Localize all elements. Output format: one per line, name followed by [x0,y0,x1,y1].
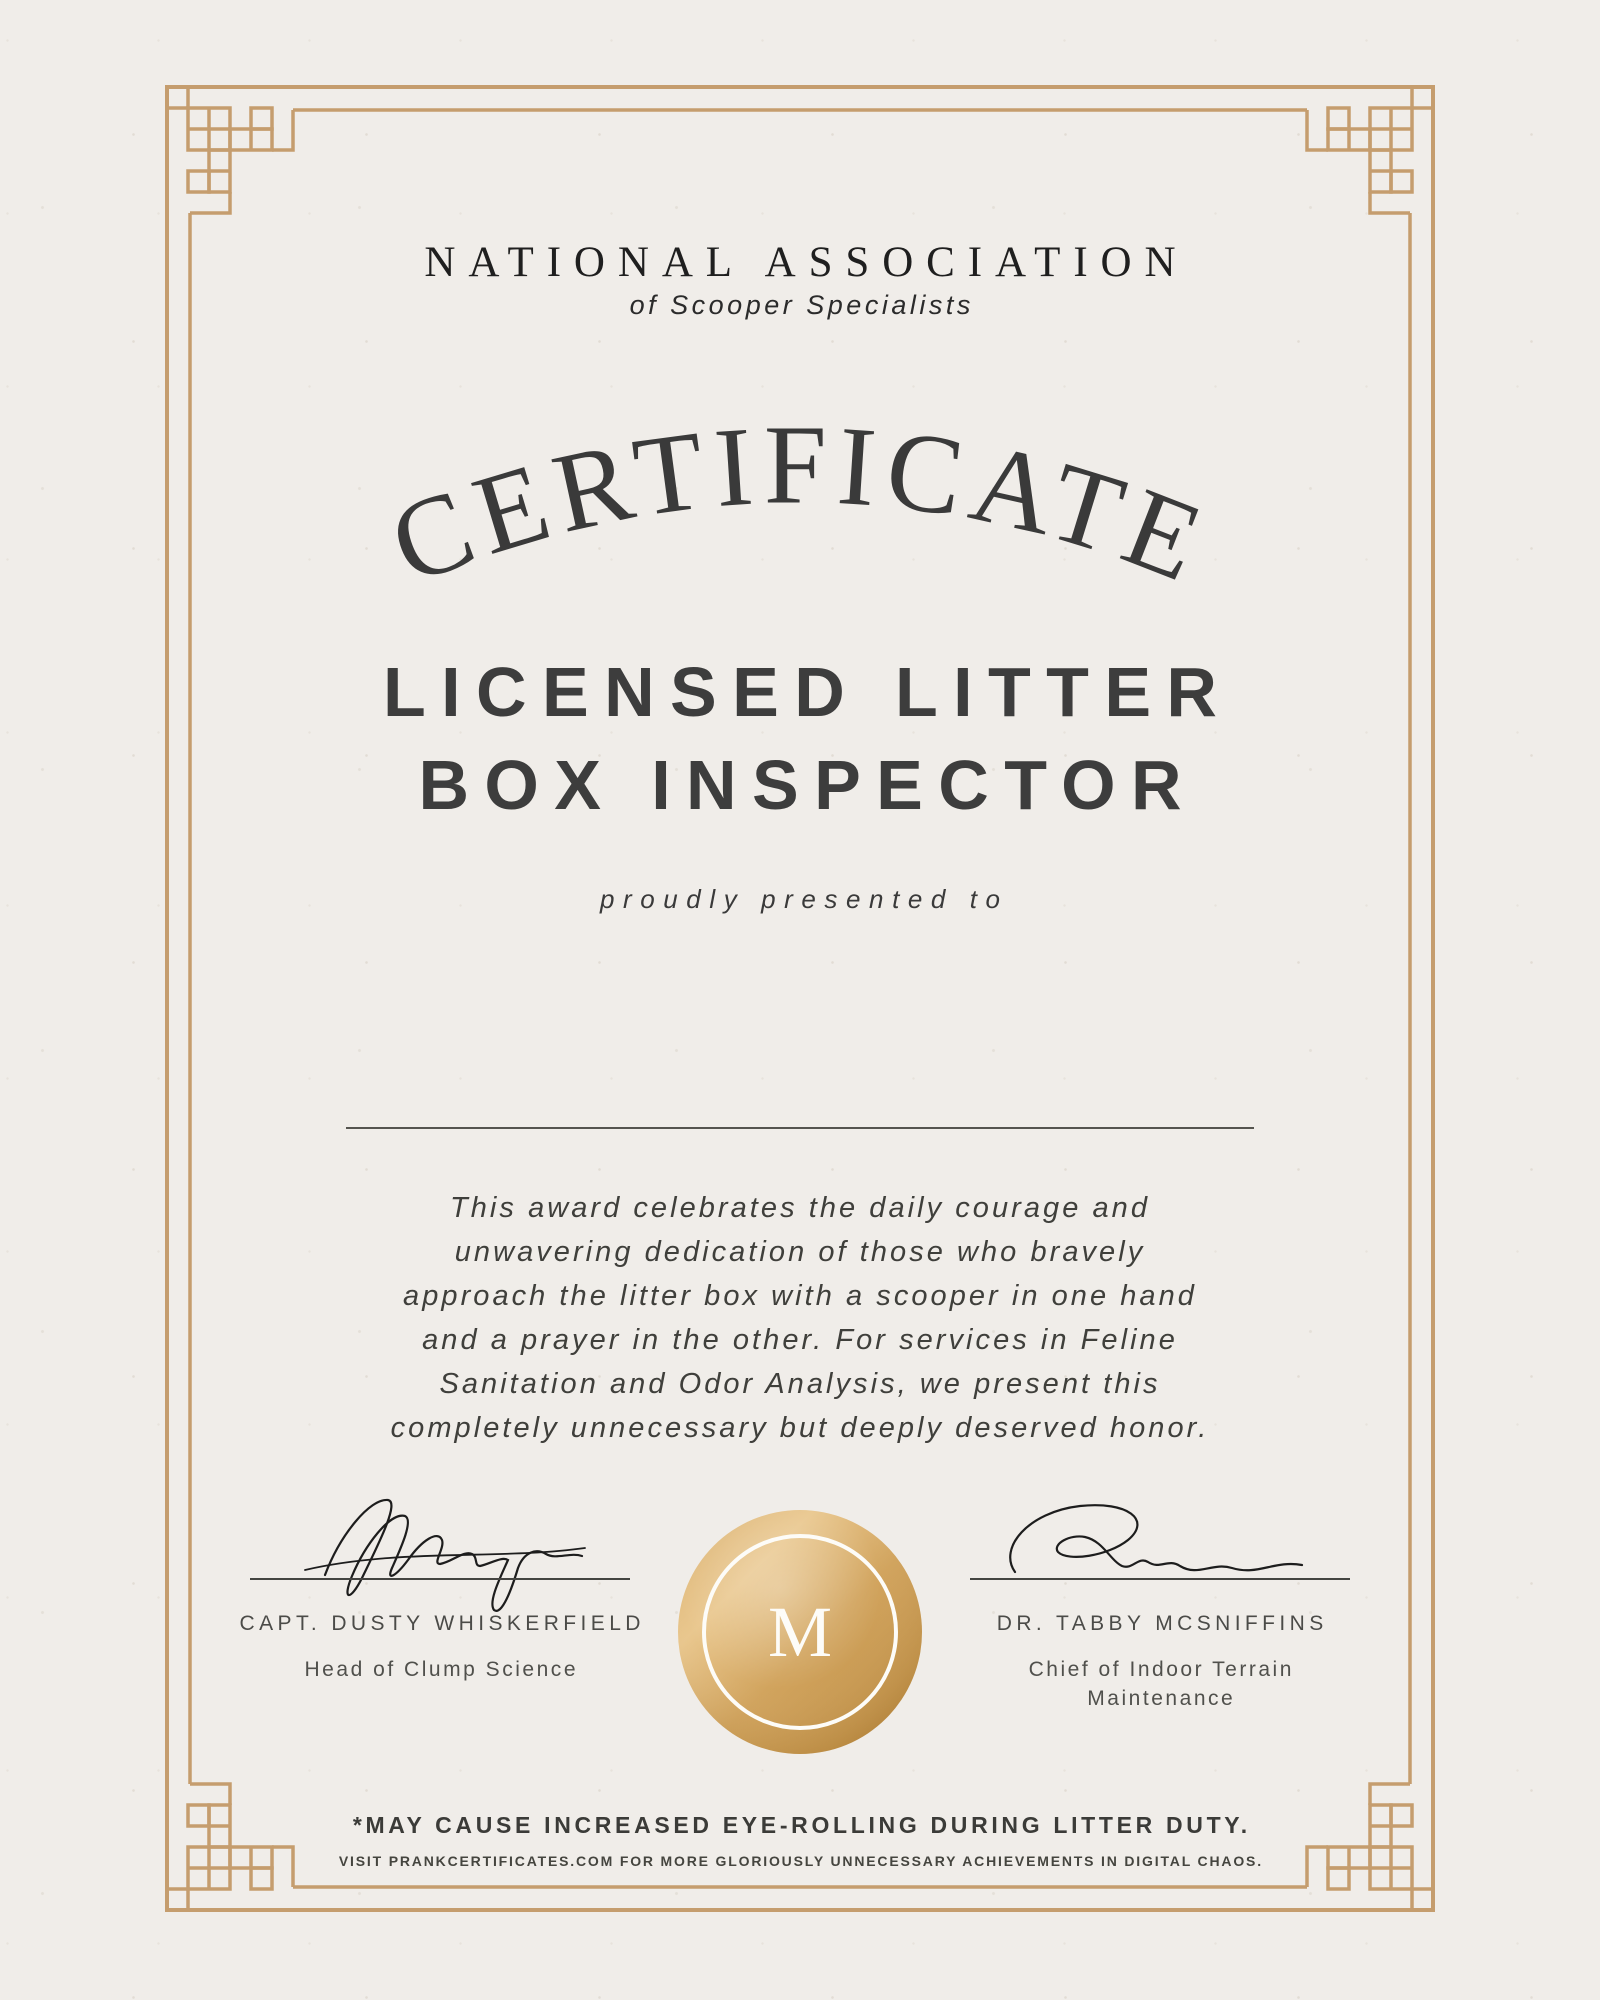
body-line: unwavering dedication of those who bravely [454,1236,1146,1268]
signature-line [250,1578,630,1580]
arch-title-text: CERTIFICATE [374,402,1226,609]
signatory-title-line: Maintenance [1087,1687,1236,1710]
corner-ornament-top-right [1307,87,1433,213]
seal-monogram: M [767,1592,833,1672]
signatory-name: DR. TABBY MCSNIFFINS [996,1612,1328,1635]
footer-promo: VISIT PRANKCERTIFICATES.COM FOR MORE GLORIOUSLY UNNECESSARY ACHIEVEMENTS IN DIGITAL CHAOS. [338,1853,1263,1869]
footer-disclaimer: *MAY CAUSE INCREASED EYE-ROLLING DURING LITTER DUTY. [352,1812,1251,1838]
body-line: This award celebrates the daily courage and [450,1192,1150,1224]
svg-text:CERTIFICATE [375,402,1226,608]
body-line: completely unnecessary but deeply deserved honor. [390,1412,1210,1444]
body-line: Sanitation and Odor Analysis, we present this [439,1368,1161,1400]
body-paragraph [0,1186,1600,1450]
signatory-name: CAPT. DUSTY WHISKERFIELD [239,1612,645,1635]
award-title-line-2: BOX INSPECTOR [418,746,1197,824]
corner-ornament-top-left [167,87,293,213]
gold-seal [678,1510,922,1754]
arched-certificate-title [0,250,1600,710]
dusty-whiskerfield-signature-scrawl [250,1490,630,1620]
organization-tagline: of Scooper Specialists [629,290,974,320]
signatory-title [930,1655,1390,1713]
signatory-title: Head of Clump Science [304,1658,579,1681]
signature-line [970,1578,1350,1580]
body-line: and a prayer in the other. For services in Feline [422,1324,1178,1356]
body-line: approach the litter box with a scooper in one hand [403,1280,1197,1312]
signatory-title-line: Chief of Indoor Terrain [1028,1658,1294,1681]
recipient-name-line [346,1127,1254,1129]
organization-name: NATIONAL ASSOCIATION [424,239,1189,286]
corner-ornament-bottom-right [1307,1784,1433,1910]
signatory-right-block [970,1490,1350,1720]
signatory-left-block [239,1490,645,1720]
award-title-line-1: LICENSED LITTER [383,653,1233,731]
tabby-mcsniffins-signature-scrawl [970,1490,1350,1620]
corner-ornament-bottom-left [167,1784,293,1910]
presented-line: proudly presented to [599,884,1009,914]
